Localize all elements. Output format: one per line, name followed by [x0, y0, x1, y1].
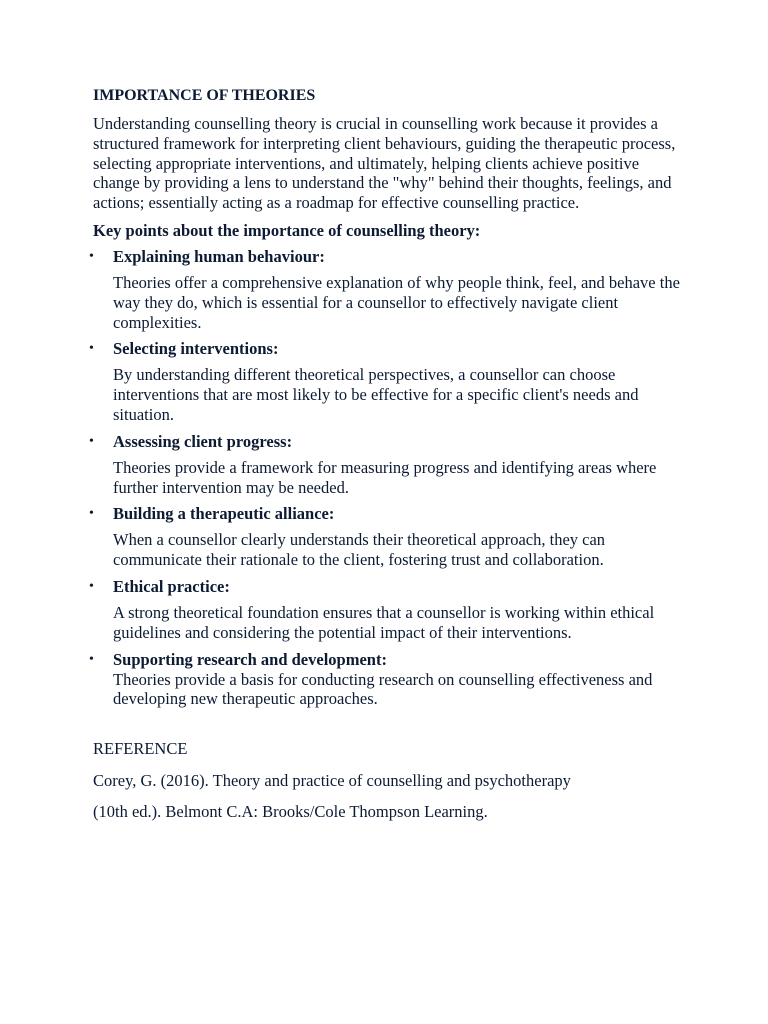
bullet-icon: • [89, 578, 94, 594]
bullet-icon: • [89, 433, 94, 449]
point-body: Theories offer a comprehensive explanation of why people think, feel, and behave the way they do, which is essential for a counsellor to effectively navigate client complexities. [113, 272, 680, 332]
reference-line: Corey, G. (2016). Theory and practice of counselling and psychotherapy [93, 771, 571, 791]
reference-line: (10th ed.). Belmont C.A: Brooks/Cole Thompson Learning. [93, 802, 488, 822]
point-body: By understanding different theoretical perspectives, a counsellor can choose interventions that are most likely to be effective for a specific client's needs and situation. [113, 365, 639, 424]
point-heading: Selecting interventions: [113, 339, 279, 359]
key-points-heading: Key points about the importance of counselling theory: [93, 220, 481, 240]
point-body: Theories provide a framework for measuring progress and identifying areas where further intervention may be needed. [113, 457, 657, 497]
point-heading: Supporting research and development: [113, 649, 387, 669]
list-item [89, 504, 683, 570]
point-body: When a counsellor clearly understands their theoretical approach, they can communicate their rationale to the client, fostering trust and collaboration. [113, 530, 606, 570]
document-title: IMPORTANCE OF THEORIES [93, 87, 316, 104]
point-heading: Ethical practice: [113, 576, 230, 596]
point-heading: Building a therapeutic alliance: [113, 504, 335, 524]
document-page [89, 86, 683, 833]
bullet-icon: • [89, 506, 94, 522]
bullet-icon: • [89, 651, 94, 667]
point-heading: Assessing client progress: [113, 431, 293, 451]
list-item [89, 576, 683, 643]
point-body: A strong theoretical foundation ensures that a counsellor is working within ethical guidelines and considering the potential impact of their interventions. [113, 602, 655, 642]
key-points-list [89, 246, 683, 709]
point-body: Theories provide a basis for conducting research on counselling effectiveness and developing new therapeutic approaches. [113, 669, 653, 709]
point-heading: Explaining human behaviour: [113, 246, 325, 266]
list-item [89, 339, 683, 424]
reference-heading: REFERENCE [93, 739, 188, 759]
bullet-icon: • [89, 341, 94, 357]
list-item [89, 649, 683, 710]
list-item [89, 431, 683, 498]
intro-paragraph: Understanding counselling theory is crucial in counselling work because it provides a structured framework for interpreting client behaviours, guiding the therapeutic process, selecting appropriate interventions, and ultimately, helping clients achieve positive change by providing a lens to understand the "why" behind their thoughts, feelings, and actions; essentially acting as a roadmap for effective counselling practice. [93, 114, 676, 213]
bullet-icon: • [89, 248, 94, 264]
list-item [89, 246, 683, 332]
